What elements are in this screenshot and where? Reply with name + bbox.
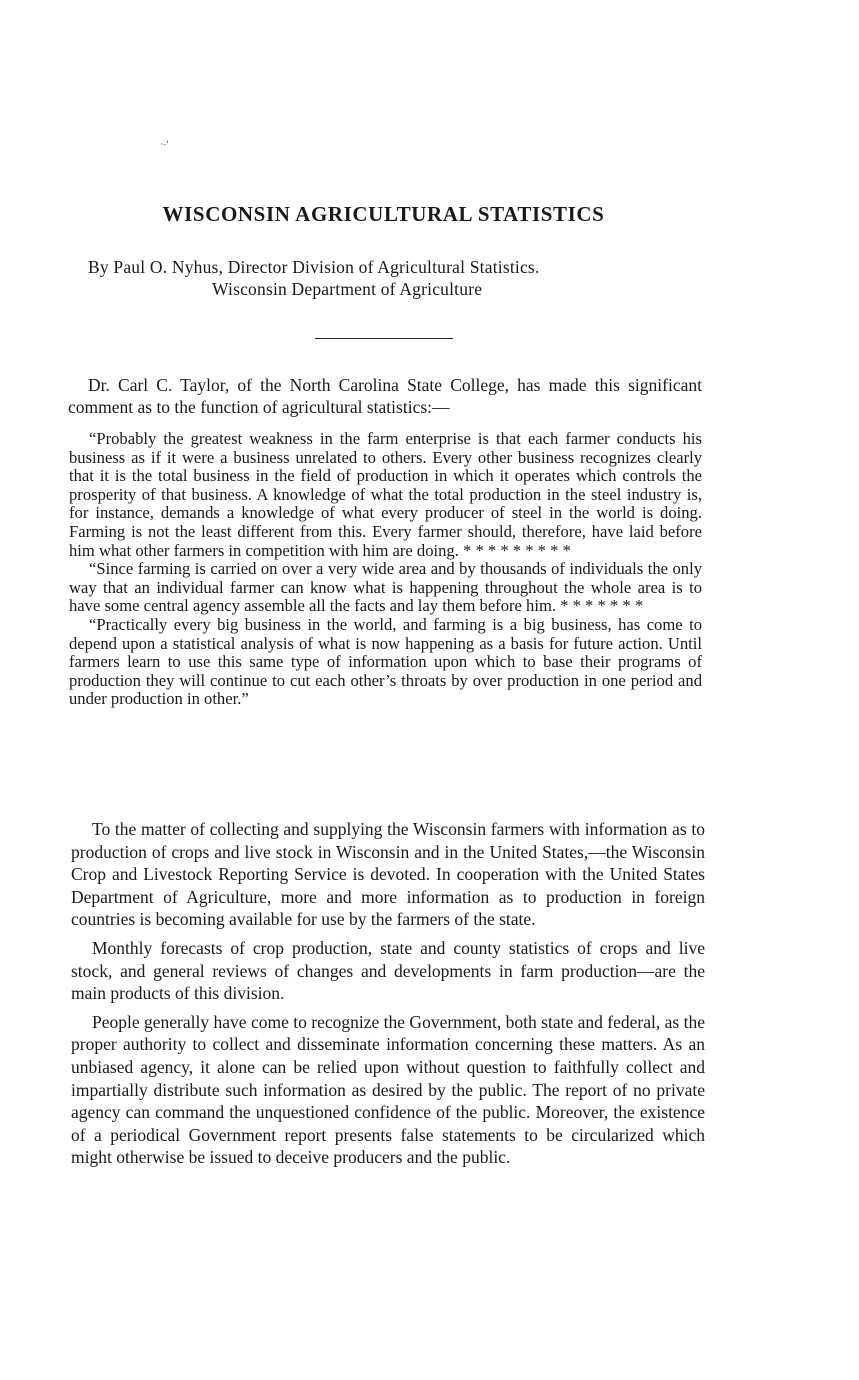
- body-paragraph: To the matter of collecting and supplying the Wisconsin farmers with information as to production of crops and live stock in Wisconsin and in the United States,—the Wisconsin Crop and Livestock Reporting Service is devoted. In cooperation with the United States Department of Agriculture, more and more information as to production in foreign countries is becoming available for use by the farmers of the state.: [71, 819, 705, 930]
- quoted-passage: [69, 430, 702, 709]
- body-paragraph: People generally have come to recognize the Government, both state and federal, as the proper authority to collect and disseminate information concerning these matters. As an unbiased agency, it alone can be relied upon without question to faithfully collect and impartially distribute such information as desired by the public. The report of no private agency can command the unquestioned confidence of the public. Moreover, the existence of a periodical Government report presents false statements to be circularized which might otherwise be issued to deceive producers and the public.: [71, 1011, 705, 1168]
- body-text: [71, 818, 705, 1175]
- quote-paragraph: “Since farming is carried on over a very wide area and by thousands of individuals the only way that an individual farmer can know what is happening throughout the whole area is to have some central agency assemble all the facts and lay them before him. * * * * * * *: [69, 559, 702, 616]
- quote-paragraph: “Probably the greatest weakness in the farm enterprise is that each farmer conducts his business as if it were a business unrelated to others. Every other business recognizes clearly that it is the total business in the field of production in which it operates which controls the prosperity of that business. A knowledge of what the total production in the steel industry is, for instance, demands a knowledge of what every producer of steel in the world is doing. Farming is not the least different from this. Every farmer should, therefore, have laid before him what other farmers in competition with him are doing. * * * * * * * * *: [69, 429, 702, 560]
- intro-paragraph: Dr. Carl C. Taylor, of the North Carolina State College, has made this significant comment as to the function of agricultural statistics:—: [68, 375, 702, 417]
- page-title: WISCONSIN AGRICULTURAL STATISTICS: [162, 202, 605, 226]
- byline-author: By Paul O. Nyhus, Director Division of Agricultural Statistics.: [88, 257, 540, 277]
- stray-print-mark: ·-': [160, 140, 169, 150]
- byline: [88, 256, 728, 300]
- quote-paragraph: “Practically every big business in the world, and farming is a big business, has come to depend upon a statistical analysis of what is now happening as a basis for future action. Until farmers learn to use this same type of information upon which to base their programs of production they will continue to cut each other’s throats by over production in one period and under production in other.”: [69, 614, 702, 709]
- byline-department: Wisconsin Department of Agriculture: [212, 279, 483, 299]
- title-divider: [315, 338, 453, 339]
- body-paragraph: Monthly forecasts of crop production, state and county statistics of crops and live stock, and general reviews of changes and developments in farm production—are the main products of this division.: [71, 937, 705, 1004]
